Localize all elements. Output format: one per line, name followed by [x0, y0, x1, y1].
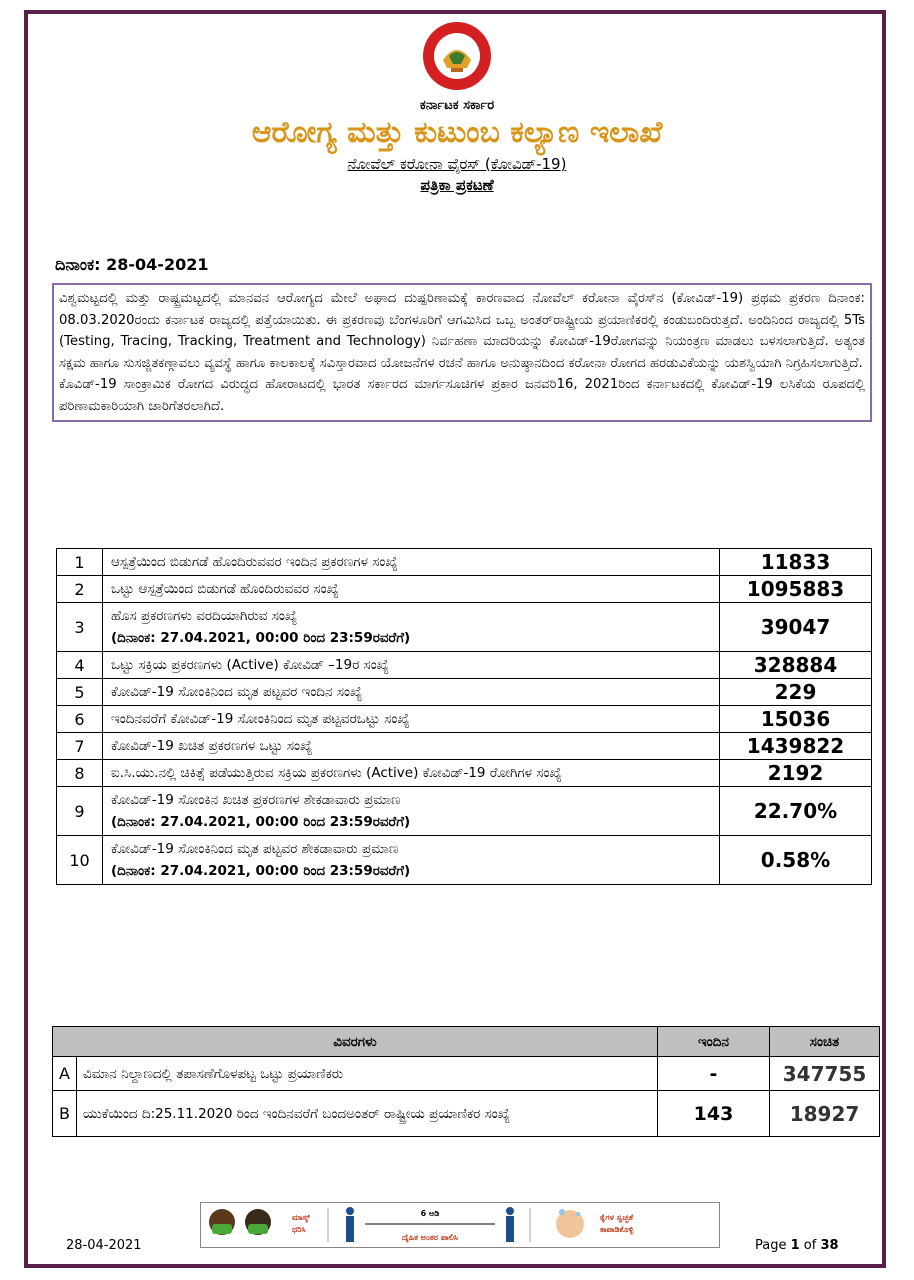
stats-row [57, 652, 872, 679]
intro-paragraph-1: ವಿಶ್ವಮಟ್ಟದಲ್ಲಿ ಮತ್ತು ರಾಷ್ಟ್ರಮಟ್ಟದಲ್ಲಿ ಮಾನವನ ಆರೋಗ್ಯದ ಮೇಲೆ ಅಘಾದ ದುಷ್ಪರಿಣಾಮಕ್ಕೆ ಕಾರಣವಾದ ನೋವೆಲ್ ಕರೋನಾ ವೈರಸ್‌ನ (ಕೋವಿಡ್-19) ಪ್ರಥಮ ಪ್ರಕರಣ ದಿನಾಂಕ: 08.03.2020ರಂದು ಕರ್ನಾಟಕ ರಾಜ್ಯದಲ್ಲಿ ಪತ್ತೆಯಾಯಿತು. ಈ ಪ್ರಕರಣವು ಬೆಂಗಳೂರಿಗೆ ಆಗಮಿಸಿದ ಒಬ್ಬ ಅಂತರ್‌ರಾಷ್ಟ್ರೀಯ ಪ್ರಯಾಣಿಕರಲ್ಲಿ ಕಂಡುಬಂದಿರುತ್ತದೆ. ಅಂದಿನಿಂದ ರಾಜ್ಯದಲ್ಲಿ 5Ts (Testing, Tracing, Tracking, Treatment and Technology) ನಿರ್ವಹಣಾ ಮಾದರಿಯನ್ನು ಕೋವಿಡ್-19ರೋಗವನ್ನು ನಿಯಂತ್ರಣ ಮಾಡಲು ಬಳಸಲಾಗುತ್ತಿದೆ. ಅತ್ಯಂತ ಸಕ್ಷಮ ಹಾಗೂ ಸುಸಜ್ಜಿತಕಣ್ಗಾವಲು ವ್ಯವಸ್ಥೆ ಹಾಗೂ ಕಾಲಕಾಲಕ್ಕೆ ಸವಿಸ್ತಾರವಾದ ಯೋಜನೆಗಳ ರಚನೆ ಹಾಗೂ ಅನುಷ್ಠಾನದಿಂದ ಕರೋನಾ ರೋಗದ ಹರಡುವಿಕೆಯನ್ನು ಯಶಸ್ವಿಯಾಗಿ ನಿಗ್ರಹಿಸಲಾಗುತ್ತಿದೆ. [59, 291, 865, 371]
department-title: ಆರೋಗ್ಯ ಮತ್ತು ಕುಟುಂಬ ಕಲ್ಯಾಣ ಇಲಾಖೆ [251, 115, 663, 150]
header-cumulative: ಸಂಚಿತ [770, 1027, 880, 1057]
stats-row [57, 679, 872, 706]
row-value: 1095883 [720, 576, 872, 603]
distance-label: ದೈಹಿಕ ಅಂತರ ಪಾಲಿಸಿ [401, 1233, 459, 1242]
row-today: - [658, 1057, 770, 1091]
row-description: ಆಸ್ಪತ್ರೆಯಿಂದ ಬಿಡುಗಡೆ ಹೊಂದಿರುವವರ ಇಂದಿನ ಪ್ರಕರಣಗಳ ಸಂಖ್ಯೆ [103, 549, 720, 576]
safety-banner [200, 1202, 720, 1248]
row-description: ಹೊಸ ಪ್ರಕರಣಗಳು ವರದಿಯಾಗಿರುವ ಸಂಖ್ಯೆ (ದಿನಾಂಕ: 27.04.2021, 00:00 ರಿಂದ 23:59ರವರೆಗೆ) [103, 603, 720, 652]
header-details: ವಿವರಗಳು [53, 1027, 658, 1057]
travel-table [52, 1026, 880, 1137]
page-number: Page 1 of 38 [755, 1238, 839, 1253]
row-number: 1 [57, 549, 103, 576]
row-value: 1439822 [720, 733, 872, 760]
government-name: ಕರ್ನಾಟಕ ಸರ್ಕಾರ [419, 98, 495, 113]
row-id: B [53, 1091, 77, 1137]
row-description: ಕೋವಿಡ್-19 ಸೋಂಕಿನ ಖಚಿತ ಪ್ರಕರಣಗಳ ಶೇಕಡಾವಾರು ಪ್ರಮಾಣ (ದಿನಾಂಕ: 27.04.2021, 00:00 ರಿಂದ 23:59ರವರೆಗೆ) [103, 787, 720, 836]
header-today: ಇಂದಿನ [658, 1027, 770, 1057]
row-value: 15036 [720, 706, 872, 733]
stats-row [57, 760, 872, 787]
bulletin-title: ಪತ್ರಿಕಾ ಪ್ರಕಟಣೆ [420, 176, 494, 194]
row-id: A [53, 1057, 77, 1091]
handwash-icon [556, 1209, 584, 1238]
row-number: 8 [57, 760, 103, 787]
stats-row [57, 706, 872, 733]
person-left-icon [346, 1207, 354, 1242]
row-cumulative: 18927 [770, 1091, 880, 1137]
row-value: 229 [720, 679, 872, 706]
intro-paragraph-2: ಕೊವಿಡ್-19 ಸಾಂಕ್ರಾಮಿಕ ರೋಗದ ವಿರುದ್ಧದ ಹೋರಾಟದಲ್ಲಿ ಭಾರತ ಸರ್ಕಾರದ ಮಾರ್ಗಸೂಚಿಗಳ ಪ್ರಕಾರ ಜನವರಿ16, 2021ರಿಂದ ಕರ್ನಾಟಕದಲ್ಲಿ ಕೋವಿಡ್-19 ಲಸಿಕೆಯ ರೂಪದಲ್ಲಿ ಪರಿಣಾಮಕಾರಿಯಾಗಿ ಜಾರಿಗೆತರಲಾಗಿದೆ. [59, 377, 865, 414]
row-value: 39047 [720, 603, 872, 652]
stats-row [57, 836, 872, 885]
row-number: 5 [57, 679, 103, 706]
row-number: 7 [57, 733, 103, 760]
row-description: ಕೋವಿಡ್-19 ಸೋಂಕಿನಿಂದ ಮೃತ ಪಟ್ಟವರ ಶೇಕಡಾವಾರು ಪ್ರಮಾಣ (ದಿನಾಂಕ: 27.04.2021, 00:00 ರಿಂದ 23:59ರವರೆಗೆ) [103, 836, 720, 885]
row-description: ಒಟ್ಟು ಸಕ್ರಿಯ ಪ್ರಕರಣಗಳು (Active) ಕೋವಿಡ್ –19ರ ಸಂಖ್ಯೆ [103, 652, 720, 679]
row-description: ವಿಮಾನ ನಿಲ್ದಾಣದಲ್ಲಿ ತಪಾಸಣೆಗೊಳಪಟ್ಟ ಒಟ್ಟು ಪ್ರಯಾಣಿಕರು [77, 1057, 658, 1091]
header [0, 20, 914, 194]
row-description: ಕೋವಿಡ್-19 ಖಚಿತ ಪ್ರಕರಣಗಳ ಒಟ್ಟು ಸಂಖ್ಯೆ [103, 733, 720, 760]
intro-box [52, 283, 872, 422]
stats-row [57, 549, 872, 576]
person-right-icon [506, 1207, 514, 1242]
row-value: 0.58% [720, 836, 872, 885]
stats-row [57, 787, 872, 836]
bulletin-date: ದಿನಾಂಕ: 28-04-2021 [55, 255, 209, 274]
row-number: 4 [57, 652, 103, 679]
row-number: 6 [57, 706, 103, 733]
row-value: 22.70% [720, 787, 872, 836]
distance-top-label: 6 ಅಡಿ [420, 1209, 440, 1218]
row-description: ಯುಕೆಯಿಂದ ದಿ:25.11.2020 ರಿಂದ ಇಂದಿನವರೆಗೆ ಬಂದಅಂತರ್ ರಾಷ್ಟ್ರೀಯ ಪ್ರಯಾಣಿಕರ ಸಂಖ್ಯೆ [77, 1091, 658, 1137]
stats-row [57, 576, 872, 603]
subtitle: ನೋವೆಲ್ ಕರೋನಾ ವೈರಸ್ (ಕೋವಿಡ್-19) [347, 155, 567, 173]
row-number: 2 [57, 576, 103, 603]
row-description: ಕೋವಿಡ್-19 ಸೋಂಕಿನಿಂದ ಮೃತ ಪಟ್ಟವರ ಇಂದಿನ ಸಂಖ್ಯೆ [103, 679, 720, 706]
footer-date: 28-04-2021 [66, 1238, 142, 1253]
travel-row [53, 1057, 880, 1091]
hands-label-2: ಕಾಪಾಡಿಕೊಳ್ಳಿ [600, 1225, 634, 1234]
stats-row [57, 733, 872, 760]
row-description: ಇಂದಿನವರೆಗೆ ಕೋವಿಡ್-19 ಸೋಂಕಿನಿಂದ ಮೃತ ಪಟ್ಟವರಒಟ್ಟು ಸಂಖ್ಯೆ [103, 706, 720, 733]
row-description: ಐ.ಸಿ.ಯು.ನಲ್ಲಿ ಚಿಕಿತ್ಸೆ ಪಡೆಯುತ್ತಿರುವ ಸಕ್ರಿಯ ಪ್ರಕರಣಗಳು (Active) ಕೋವಿಡ್-19 ರೋಗಿಗಳ ಸಂಖ್ಯೆ [103, 760, 720, 787]
stats-table [56, 548, 872, 885]
row-number: 10 [57, 836, 103, 885]
karnataka-emblem-icon [421, 20, 493, 92]
row-value: 328884 [720, 652, 872, 679]
row-cumulative: 347755 [770, 1057, 880, 1091]
mask-label-2: ಧರಿಸಿ [292, 1225, 306, 1234]
row-today: 143 [658, 1091, 770, 1137]
row-value: 11833 [720, 549, 872, 576]
travel-row [53, 1091, 880, 1137]
hands-label-1: ಕೈಗಳ ಸ್ವಚ್ಛತೆ [600, 1213, 634, 1222]
row-number: 9 [57, 787, 103, 836]
row-value: 2192 [720, 760, 872, 787]
stats-row [57, 603, 872, 652]
row-description: ಒಟ್ಟು ಆಸ್ಪತ್ರೆಯಿಂದ ಬಿಡುಗಡೆ ಹೊಂದಿರುವವರ ಸಂಖ್ಯೆ [103, 576, 720, 603]
row-number: 3 [57, 603, 103, 652]
mask-label-1: ಮಾಸ್ಕ್ [292, 1213, 311, 1222]
